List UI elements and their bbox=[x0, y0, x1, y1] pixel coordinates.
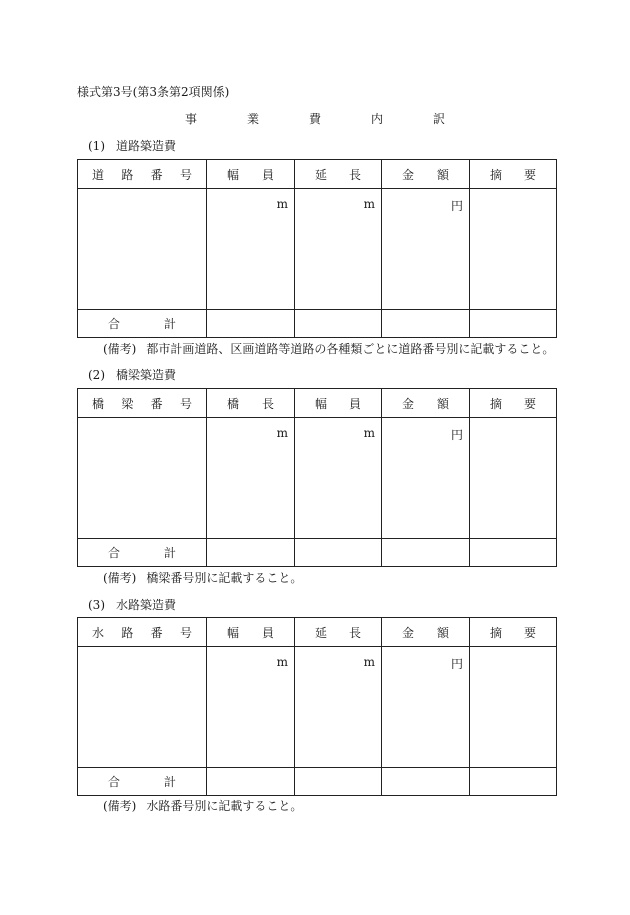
entry-cell[interactable] bbox=[207, 189, 295, 310]
entry-cell[interactable] bbox=[78, 418, 207, 539]
total-cell[interactable] bbox=[295, 539, 382, 567]
road-cost-table bbox=[77, 159, 557, 338]
header-char: 金 bbox=[402, 625, 415, 640]
title-char: 内 bbox=[370, 112, 383, 126]
header-char: 摘 bbox=[490, 396, 503, 411]
title-char: 事 bbox=[185, 112, 198, 126]
header-char: 額 bbox=[436, 167, 449, 182]
header-char: 要 bbox=[523, 396, 536, 411]
header-cell bbox=[295, 389, 382, 418]
title-char: 業 bbox=[246, 112, 259, 126]
entry-cell[interactable] bbox=[207, 418, 295, 539]
note-text: 都市計画道路、区画道路等道路の各種類ごとに道路番号別に記載すること。 bbox=[146, 342, 555, 356]
total-cell[interactable] bbox=[207, 310, 295, 338]
header-char: 幅 bbox=[315, 396, 328, 411]
section-title: 橋梁築造費 bbox=[116, 368, 177, 382]
header-char: 額 bbox=[436, 625, 449, 640]
header-cell bbox=[295, 160, 382, 189]
section-heading-waterway bbox=[88, 596, 176, 613]
header-char: 水 bbox=[92, 625, 105, 640]
header-char: 幅 bbox=[227, 625, 240, 640]
header-char: 額 bbox=[436, 396, 449, 411]
title-char: 訳 bbox=[432, 112, 445, 126]
bridge-cost-table bbox=[77, 388, 557, 567]
total-char: 計 bbox=[163, 317, 176, 331]
unit-label: m bbox=[276, 655, 288, 669]
header-cell bbox=[78, 389, 207, 418]
entry-cell[interactable] bbox=[382, 418, 470, 539]
header-cell bbox=[470, 160, 557, 189]
entry-cell[interactable] bbox=[78, 189, 207, 310]
note-text: 橋梁番号別に記載すること。 bbox=[146, 571, 303, 585]
total-label-cell bbox=[78, 768, 207, 796]
header-char: 路 bbox=[121, 625, 134, 640]
header-cell bbox=[78, 160, 207, 189]
header-char: 橋 bbox=[227, 396, 240, 411]
total-cell[interactable] bbox=[295, 768, 382, 796]
header-cell bbox=[295, 618, 382, 647]
note-road bbox=[103, 340, 554, 357]
entry-cell[interactable] bbox=[78, 647, 207, 768]
header-char: 要 bbox=[523, 625, 536, 640]
header-char: 路 bbox=[121, 167, 134, 182]
total-char: 合 bbox=[108, 317, 121, 331]
header-char: 長 bbox=[348, 625, 361, 640]
entry-cell[interactable] bbox=[382, 189, 470, 310]
header-char: 番 bbox=[150, 396, 163, 411]
entry-cell[interactable] bbox=[295, 647, 382, 768]
header-cell bbox=[382, 160, 470, 189]
section-number: (3) bbox=[88, 598, 105, 612]
total-char: 計 bbox=[163, 775, 176, 789]
header-cell bbox=[207, 389, 295, 418]
header-cell bbox=[470, 389, 557, 418]
section-heading-road bbox=[88, 137, 176, 154]
page-title bbox=[185, 110, 445, 127]
header-cell bbox=[207, 618, 295, 647]
header-char: 延 bbox=[315, 167, 328, 182]
header-char: 金 bbox=[402, 396, 415, 411]
entry-cell[interactable] bbox=[470, 418, 557, 539]
header-char: 道 bbox=[92, 167, 105, 182]
total-cell[interactable] bbox=[470, 539, 557, 567]
section-number: (1) bbox=[88, 139, 105, 153]
header-char: 長 bbox=[261, 396, 274, 411]
unit-label: m bbox=[363, 197, 375, 211]
header-char: 員 bbox=[348, 396, 361, 411]
header-char: 橋 bbox=[92, 396, 105, 411]
entry-cell[interactable] bbox=[470, 647, 557, 768]
total-cell[interactable] bbox=[470, 310, 557, 338]
note-tag: (備考) bbox=[103, 799, 137, 813]
note-waterway bbox=[103, 797, 302, 814]
entry-cell[interactable] bbox=[470, 189, 557, 310]
unit-label: 円 bbox=[450, 199, 463, 213]
total-char: 合 bbox=[108, 775, 121, 789]
total-cell[interactable] bbox=[207, 768, 295, 796]
header-char: 金 bbox=[402, 167, 415, 182]
unit-label: m bbox=[363, 426, 375, 440]
total-label-cell bbox=[78, 310, 207, 338]
section-number: (2) bbox=[88, 368, 105, 382]
entry-cell[interactable] bbox=[295, 418, 382, 539]
form-number: 様式第3号(第3条第2項関係) bbox=[77, 85, 230, 99]
total-char: 計 bbox=[163, 546, 176, 560]
total-cell[interactable] bbox=[207, 539, 295, 567]
section-title: 水路築造費 bbox=[116, 598, 177, 612]
header-char: 摘 bbox=[490, 167, 503, 182]
unit-label: m bbox=[363, 655, 375, 669]
header-char: 要 bbox=[523, 167, 536, 182]
waterway-cost-table bbox=[77, 617, 557, 796]
unit-label: 円 bbox=[450, 657, 463, 671]
total-cell[interactable] bbox=[382, 310, 470, 338]
header-char: 幅 bbox=[227, 167, 240, 182]
total-cell[interactable] bbox=[295, 310, 382, 338]
header-char: 番 bbox=[150, 167, 163, 182]
header-cell bbox=[78, 618, 207, 647]
header-cell bbox=[207, 160, 295, 189]
header-char: 号 bbox=[179, 396, 192, 411]
total-cell[interactable] bbox=[382, 768, 470, 796]
header-char: 番 bbox=[150, 625, 163, 640]
header-char: 号 bbox=[179, 625, 192, 640]
total-cell[interactable] bbox=[470, 768, 557, 796]
header-char: 長 bbox=[348, 167, 361, 182]
header-char: 号 bbox=[179, 167, 192, 182]
header-char: 員 bbox=[261, 167, 274, 182]
title-char: 費 bbox=[308, 112, 321, 126]
note-text: 水路番号別に記載すること。 bbox=[146, 799, 303, 813]
total-char: 合 bbox=[108, 546, 121, 560]
header-cell bbox=[382, 618, 470, 647]
unit-label: m bbox=[276, 197, 288, 211]
header-cell bbox=[470, 618, 557, 647]
entry-cell[interactable] bbox=[295, 189, 382, 310]
section-heading-bridge bbox=[88, 366, 176, 383]
header-char: 摘 bbox=[490, 625, 503, 640]
header-char: 員 bbox=[261, 625, 274, 640]
unit-label: 円 bbox=[450, 428, 463, 442]
section-title: 道路築造費 bbox=[116, 139, 177, 153]
entry-cell[interactable] bbox=[382, 647, 470, 768]
header-char: 延 bbox=[315, 625, 328, 640]
total-cell[interactable] bbox=[382, 539, 470, 567]
header-char: 梁 bbox=[121, 396, 134, 411]
note-bridge bbox=[103, 569, 302, 586]
total-label-cell bbox=[78, 539, 207, 567]
note-tag: (備考) bbox=[103, 571, 137, 585]
entry-cell[interactable] bbox=[207, 647, 295, 768]
unit-label: m bbox=[276, 426, 288, 440]
header-cell bbox=[382, 389, 470, 418]
note-tag: (備考) bbox=[103, 342, 137, 356]
